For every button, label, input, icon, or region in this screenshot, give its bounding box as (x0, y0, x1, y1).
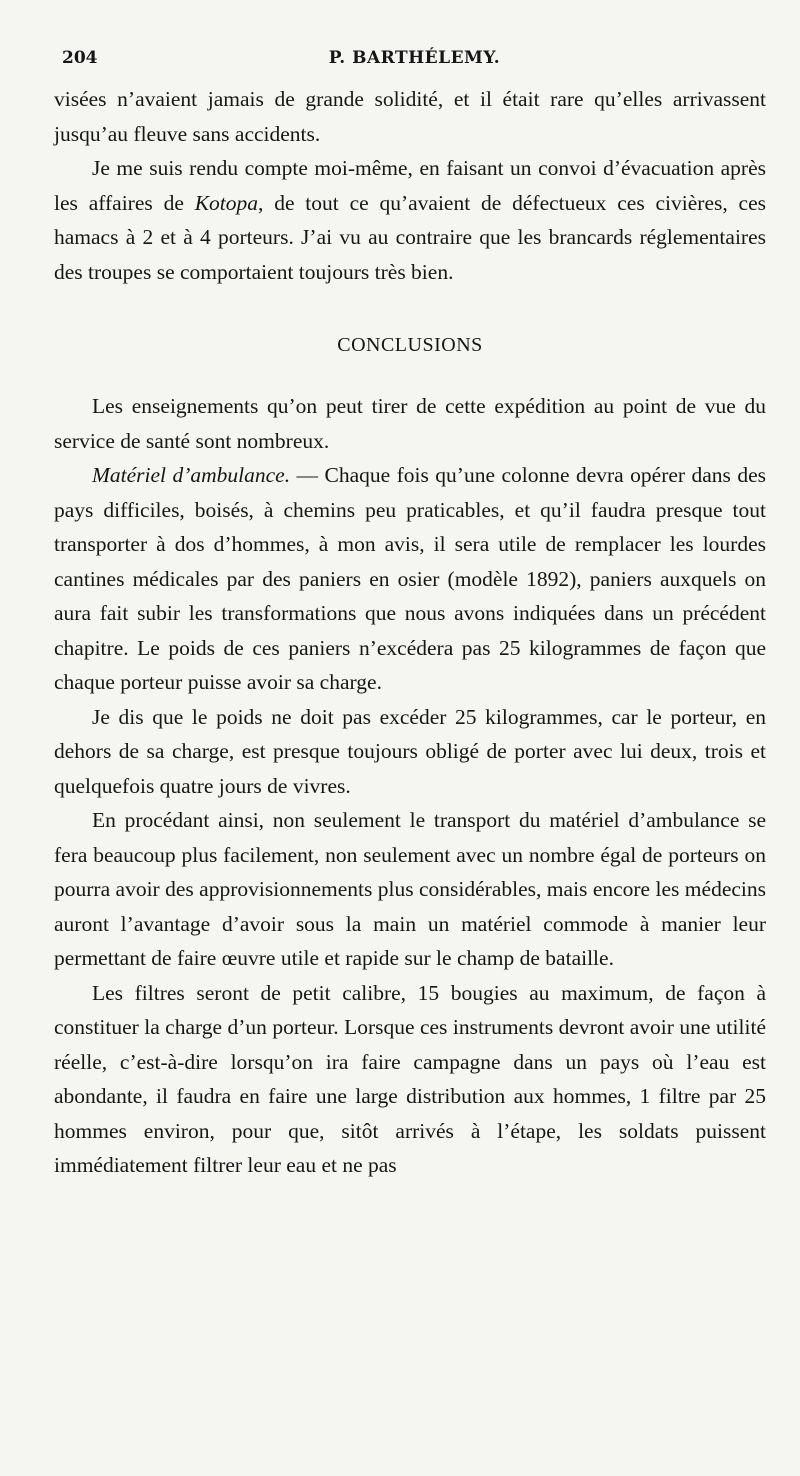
paragraph-text: En procédant ainsi, non seulement le transport du matériel d’ambulance se fera beaucoup plus facilement, non seulement avec un nombre égal de porteurs on pourra avoir des approvisionnements plus considérables, mais encore les médecins auront l’avantage d’avoir sous la main un matériel commode à manier leur permettant de faire œuvre utile et rapide sur le champ de bataille. (54, 808, 766, 970)
paragraph-kotopa (54, 151, 766, 289)
paragraph-continuation (54, 82, 766, 151)
paragraph-text: visées n’avaient jamais de grande solidité, et il était rare qu’elles arrivassent jusqu’au fleuve sans accidents. (54, 87, 766, 146)
paragraph-text: Les enseignements qu’on peut tirer de cette expédition au point de vue du service de santé sont nombreux. (54, 394, 766, 453)
page-header (62, 44, 767, 74)
paragraph-text: , de tout ce qu’avaient de défectueux ces civières, ces hamacs à 2 et à 4 porteurs. J’ai vu au contraire que les brancards réglementaires des troupes se comportaient toujours très bien. (54, 190, 766, 284)
place-name-italic: Kotopa (194, 190, 259, 215)
paragraph-materiel (54, 458, 766, 700)
section-title: CONCLUSIONS (337, 334, 483, 356)
paragraph-text: Je me suis rendu compte moi-même, en faisant un convoi d’évacuation après les affaires de (54, 156, 766, 215)
page-number: 204 (62, 48, 98, 68)
body-text (54, 82, 766, 1183)
paragraph-procedant (54, 803, 766, 976)
paragraph-text: Je dis que le poids ne doit pas excéder 25 kilogrammes, car le porteur, en dehors de sa charge, est presque toujours obligé de porter avec lui deux, trois et quelquefois quatre jours de vivres. (54, 704, 766, 798)
paragraph-poids (54, 700, 766, 804)
paragraph-enseignements (54, 389, 766, 458)
running-head: P. BARTHÉLEMY. (328, 48, 501, 68)
paragraph-text: — Chaque fois qu’une colonne devra opérer dans des pays difficiles, boisés, à chemins peu praticables, et qu’il faudra presque tout transporter à dos d’hommes, à mon avis, il sera utile de remplacer les lourdes cantines médicales par des paniers en osier (modèle 1892), paniers auxquels on aura fait subir les transformations que nous avons indiquées dans un précédent chapitre. Le poids de ces paniers n’excédera pas 25 kilogrammes de façon que chaque porteur puisse avoir sa charge. (54, 463, 767, 694)
paragraph-text: Les filtres seront de petit calibre, 15 bougies au maximum, de façon à constituer la charge d’un porteur. Lorsque ces instruments devront avoir une utilité réelle, c’est-à-dire lorsqu’on ira faire campagne dans un pays où l’eau est abondante, il faudra en faire une large distribution aux hommes, 1 filtre par 25 hommes environ, pour que, sitôt arrivés à l’étape, les soldats puissent immédiatement filtrer leur eau et ne pas (54, 980, 766, 1177)
subheading-italic: Matériel d’ambulance. (92, 463, 291, 487)
paragraph-filtres (54, 976, 766, 1183)
